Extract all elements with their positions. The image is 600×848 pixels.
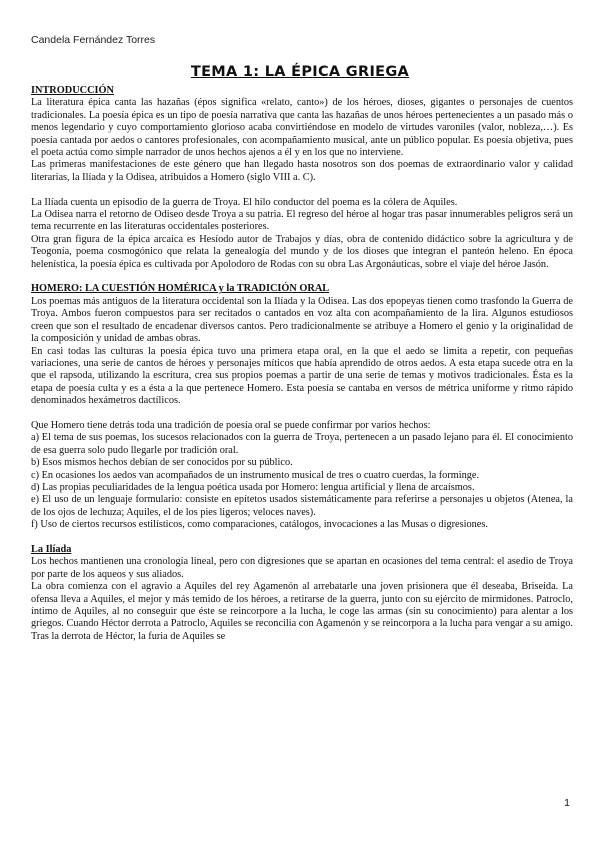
list-item: f) Uso de ciertos recursos estilísticos, como comparaciones, catálogos, invocaciones a las Musas o digresiones.: [31, 519, 488, 531]
paragraph: En casi todas las culturas la poesía épica tuvo una primera etapa oral, en la que el aedo se limita a repetir, con pequeñas variaciones, una serie de cantos de héroes y personajes míticos que había aprendido de otros aedos. A esta etapa sucede otra en la que el rapsoda, utilizando la escritura, crea sus propios poemas a partir de una serie de temas y motivos tradicionales. Ésta es la etapa de poesía culta y es a ésta a la que pertenece Homero. Esta poesía se cantaba en versos de métrica uniforme y ritmo rápido denominados hexámetros dactílicos.: [31, 345, 573, 407]
page-title: TEMA 1: LA ÉPICA GRIEGA: [190, 64, 410, 80]
paragraph: Los poemas más antiguos de la literatura occidental son la Ilíada y la Odisea. Las dos epopeyas tienen como trasfondo la Guerra de Troya. Ambos fueron compuestos para ser recitados o cantados en voz alta con acompañamiento de la lira. Algunos estudiosos creen que son el resultado de encadenar diversos cantos. Pero tradicionalmente se atribuye a Homero el genio y la originalidad de la composición y unidad de ambas obras.: [31, 295, 573, 345]
author-name: Candela Fernández Torres: [31, 34, 156, 46]
paragraph: La obra comienza con el agravio a Aquiles del rey Agamenón al arrebatarle una joven prisionera que él deseaba, Briseida. La ofensa lleva a Aquiles, el mejor y más temido de los héroes, a retirarse de la guerra, junto con su ejército de mirmidones. Patroclo, íntimo de Aquiles, al no conseguir que éste se reincorpore a la lucha, le coge las armas (sin su conocimiento) para alentar a los griegos. Cuando Héctor derrota a Patroclo, Aquiles se reconcilia con Agamenón y se reincorpora a la lucha para vengar a su amigo. Tras la derrota de Héctor, la furia de Aquiles se: [31, 581, 573, 642]
section-heading-homero: HOMERO: LA CUESTIÓN HOMÉRICA y la TRADICIÓN ORAL: [31, 283, 330, 295]
section-heading-introduccion: INTRODUCCIÓN: [31, 85, 114, 96]
document-body: [31, 85, 573, 643]
list-item: b) Esos mismos hechos debían de ser conocidos por su público.: [31, 457, 293, 469]
list-item: a) El tema de sus poemas, los sucesos relacionados con la guerra de Troya, pertenecen a un pasado lejano para él. El conocimiento de esa guerra solo pudo llegarle por tradición oral.: [31, 432, 573, 456]
list-item: c) En ocasiones los aedos van acompañados de un instrumento musical de tres o cuatro cuerdas, la forminge.: [31, 469, 480, 481]
list-item: d) Las propias peculiaridades de la lengua poética usada por Homero: lengua artificial y llena de arcaísmos.: [31, 481, 475, 493]
paragraph: La literatura épica canta las hazañas (épos significa «relato, canto») de los héroes, dioses, gigantes o personajes de cuentos tradicionales. La poesía épica es un tipo de poesía narrativa que canta las hazañas de unos héroes pertenecientes a un pasado más o menos legendario y cuyo comportamiento glorioso acaba convirtiéndose en modelo de virtudes varoniles (valor, nobleza,…). Es poesía cantada por aedos o cantores profesionales, con acompañamiento musical, ante un público popular. Es poesía objetiva, pues el poeta actúa como simple narrador de unos hechos ajenos a él y en los que no interviene.: [31, 97, 573, 159]
paragraph: La Ilíada cuenta un episodio de la guerra de Troya. El hilo conductor del poema es la cólera de Aquiles.: [31, 196, 458, 208]
paragraph: La Odisea narra el retorno de Odiseo desde Troya a su patria. El regreso del héroe al hogar tras pasar innumerables peligros será un tema recurrente en las literaturas occidentales posteriores.: [31, 209, 573, 233]
page-number: 1: [564, 797, 570, 809]
section-heading-iliada: La Ilíada: [31, 543, 72, 555]
paragraph: Otra gran figura de la épica arcaica es Hesíodo autor de Trabajos y días, obra de contenido didáctico sobre la agricultura y de Teogonía, poema cosmogónico que relata la genealogía del mundo y de los dioses que integran el panteón heleno. En época helenística, la poesía épica es cultivada por Apolodoro de Rodas con su obra Las Argonáuticas, sobre el viaje del héroe Jasón.: [31, 233, 573, 270]
paragraph: Las primeras manifestaciones de este género que han llegado hasta nosotros son dos poemas de extraordinario valor y calidad literarias, la Ilíada y la Odisea, atribuidos a Homero (siglo VIII a. C).: [31, 159, 573, 183]
paragraph: Los hechos mantienen una cronología lineal, pero con digresiones que se apartan en ocasiones del tema central: el asedio de Troya por parte de los aqueos y sus aliados.: [31, 556, 573, 580]
paragraph: Que Homero tiene detrás toda una tradición de poesía oral se puede confirmar por varios hechos:: [31, 419, 431, 431]
list-item: e) El uso de un lenguaje formulario: consiste en epítetos usados sistemáticamente para referirse a personajes u objetos (Atenea, la de los ojos de lechuza; Aquiles, el de los pies ligeros; veloces naves).: [31, 494, 573, 518]
